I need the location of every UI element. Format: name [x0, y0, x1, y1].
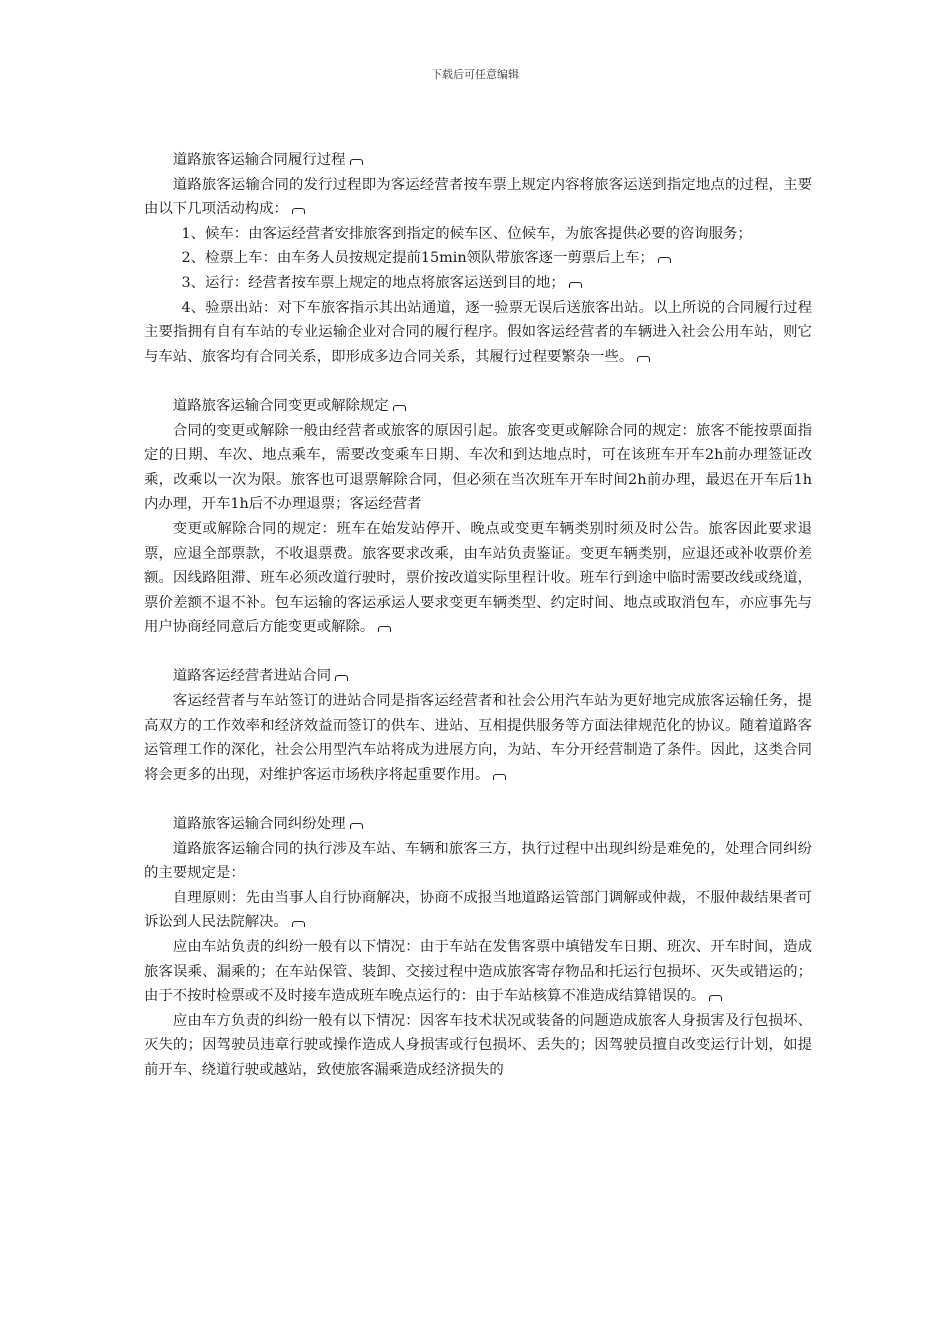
paragraph: 自理原则：先由当事人自行协商解决，协商不成报当地道路运管部门调解或仲裁，不服仲裁结果者可诉讼到人民法院解决。: [144, 889, 812, 931]
paragraph: 应由车方负责的纠纷一般有以下情况：因客车技术状况或装备的问题造成旅客人身损害及行包损坏、灭失的；因驾驶员违章行驶或操作造成人身损害或行包损坏、丢失的；因驾驶员擅自改变运行计划，如提前开车、绕道行驶或越站，致使旅客漏乘造成经济损失的: [144, 1012, 812, 1078]
paragraph-mark-icon: [292, 921, 305, 927]
paragraph: 道路旅客运输合同的发行过程即为客运经营者按车票上规定内容将旅客运送到指定地点的过程，主要由以下几项活动构成：: [144, 176, 812, 218]
section-heading: 道路旅客运输合同变更或解除规定: [144, 394, 812, 419]
paragraph-mark-icon: [393, 405, 406, 411]
list-item: 2、检票上车：由车务人员按规定提前15min领队带旅客逐一剪票后上车；: [144, 246, 812, 271]
section-contract-change: [144, 394, 812, 640]
paragraph: 应由车站负责的纠纷一般有以下情况：由于车站在发售客票中填错发车日期、班次、开车时间，造成旅客误乘、漏乘的；在车站保管、装卸、交接过程中造成旅客寄存物品和托运行包损坏、灭失或错运的；由于不按时检票或不及时接车造成班车晚点运行的：由于车站核算不准造成结算错误的。: [144, 939, 812, 1005]
section-contract-performance: [144, 148, 812, 369]
list-item: 3、运行：经营者按车票上规定的地点将旅客运送到目的地；: [144, 271, 812, 296]
section-station-contract: [144, 664, 812, 787]
list-item: 4、验票出站：对下车旅客指示其出站通道，逐一验票无误后送旅客出站。以上所说的合同履行过程主要指拥有自有车站的专业运输企业对合同的履行程序。假如客运经营者的车辆进入社会公用车站，则它与车站、旅客均有合同关系，即形成多边合同关系，其履行过程要繁杂一些。: [144, 299, 812, 365]
paragraph: 道路旅客运输合同的执行涉及车站、车辆和旅客三方，执行过程中出现纠纷是难免的，处理合同纠纷的主要规定是：: [144, 840, 812, 882]
paragraph-mark-icon: [658, 257, 671, 263]
paragraph-mark-icon: [350, 159, 363, 165]
paragraph-mark-icon: [569, 282, 582, 288]
paragraph-mark-icon: [335, 675, 348, 681]
section-heading: 道路旅客运输合同履行过程: [144, 148, 812, 173]
paragraph-mark-icon: [709, 995, 722, 1001]
document-body: [144, 148, 812, 1107]
paragraph-mark-icon: [493, 774, 506, 780]
section-heading: 道路旅客运输合同纠纷处理: [144, 812, 812, 837]
paragraph: 客运经营者与车站签订的进站合同是指客运经营者和社会公用汽车站为更好地完成旅客运输任务，提高双方的工作效率和经济效益而签订的供车、进站、互相提供服务等方面法律规范化的协议。随着道路客运管理工作的深化，社会公用型汽车站将成为进展方向，为站、车分开经营制造了条件。因此，这类合同将会更多的出现，对维护客运市场秩序将起重要作用。: [144, 693, 812, 783]
section-heading: 道路客运经营者进站合同: [144, 664, 812, 689]
paragraph: 合同的变更或解除一般由经营者或旅客的原因引起。旅客变更或解除合同的规定：旅客不能按票面指定的日期、车次、地点乘车，需要改变乘车日期、车次和到达地点时，可在该班车开车2h前办理签证改乘，改乘以一次为限。旅客也可退票解除合同，但必须在当次班车开车时间2h前办理，最迟在开车后1h内办理，开车1h后不办理退票；客运经营者: [144, 422, 812, 513]
section-dispute-handling: [144, 812, 812, 1083]
paragraph: 变更或解除合同的规定：班车在始发站停开、晚点或变更车辆类别时须及时公告。旅客因此要求退票，应退全部票款，不收退票费。旅客要求改乘，由车站负责鉴证。变更车辆类别，应退还或补收票价差额。因线路阻滞、班车必须改道行驶时，票价按改道实际里程计收。班车行到途中临时需要改线或绕道，票价差额不退不补。包车运输的客运承运人要求变更车辆类型、约定时间、地点或取消包车，亦应事先与用户协商经同意后方能变更或解除。: [144, 520, 812, 636]
paragraph-mark-icon: [292, 208, 305, 214]
paragraph-mark-icon: [350, 823, 363, 829]
paragraph-mark-icon: [378, 626, 391, 632]
page-header: 下载后可任意编辑: [431, 68, 519, 81]
paragraph-mark-icon: [637, 356, 650, 362]
list-item: 1、候车：由客运经营者安排旅客到指定的候车区、位候车，为旅客提供必要的咨询服务；: [181, 225, 752, 242]
